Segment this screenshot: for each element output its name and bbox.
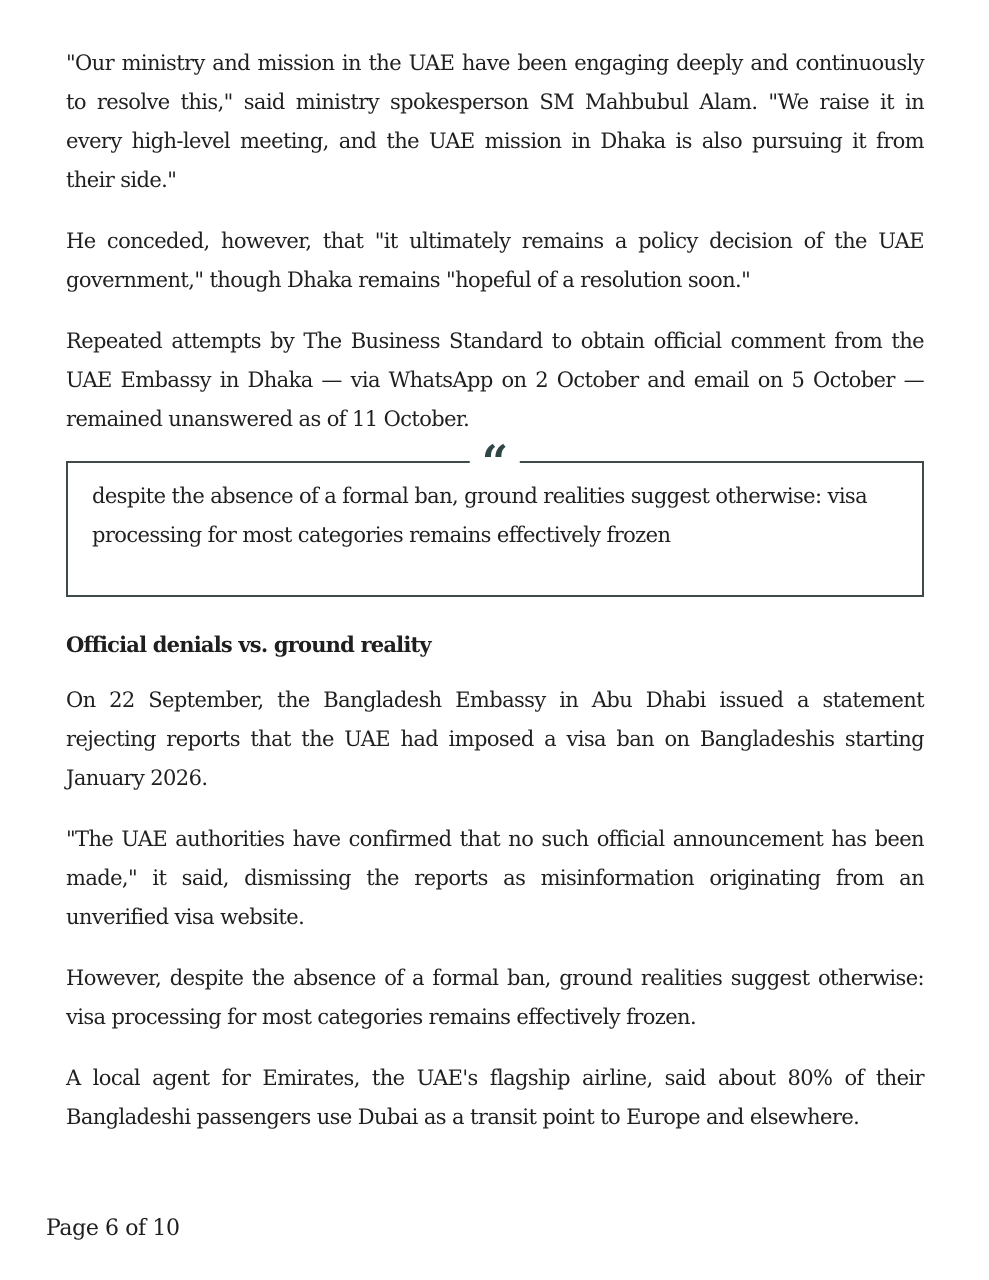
paragraph-spokesperson-quote: "Our ministry and mission in the UAE have been engaging deeply and continuously to resolve this," said ministry spokesperson SM Mahbubul Alam. "We raise it in every high-level meeting, and the UAE mission in Dhaka is also pursuing it from their side." (66, 51, 924, 192)
paragraph-embassy-no-comment: Repeated attempts by The Business Standard to obtain official comment from the UAE Embassy in Dhaka — via WhatsApp on 2 October and email on 5 October — remained unanswered as of 11 October. (66, 329, 924, 431)
paragraph-ground-realities: However, despite the absence of a formal ban, ground realities suggest otherwise: visa processing for most categories remains effectively frozen. (66, 966, 924, 1029)
pull-quote (66, 439, 924, 597)
section-heading: Official denials vs. ground reality (66, 632, 431, 657)
pull-quote-text: despite the absence of a formal ban, ground realities suggest otherwise: visa processing for most categories remains effectively frozen (92, 484, 868, 547)
paragraph-embassy-statement: On 22 September, the Bangladesh Embassy in Abu Dhabi issued a statement rejecting reports that the UAE had imposed a visa ban on Bangladeshis starting January 2026. (66, 688, 924, 790)
article-body (66, 44, 924, 1159)
paragraph-policy-decision: He conceded, however, that "it ultimately remains a policy decision of the UAE government," though Dhaka remains "hopeful of a resolution soon." (66, 229, 924, 292)
paragraph-authorities-confirmed: "The UAE authorities have confirmed that no such official announcement has been made," it said, dismissing the reports as misinformation originating from an unverified visa website. (66, 827, 924, 929)
pull-quote-box (66, 461, 924, 597)
page-number: Page 6 of 10 (46, 1216, 180, 1241)
paragraph-emirates-agent: A local agent for Emirates, the UAE's flagship airline, said about 80% of their Bangladeshi passengers use Dubai as a transit point to Europe and elsewhere. (66, 1066, 924, 1129)
quote-mark-icon: “ (470, 439, 520, 475)
